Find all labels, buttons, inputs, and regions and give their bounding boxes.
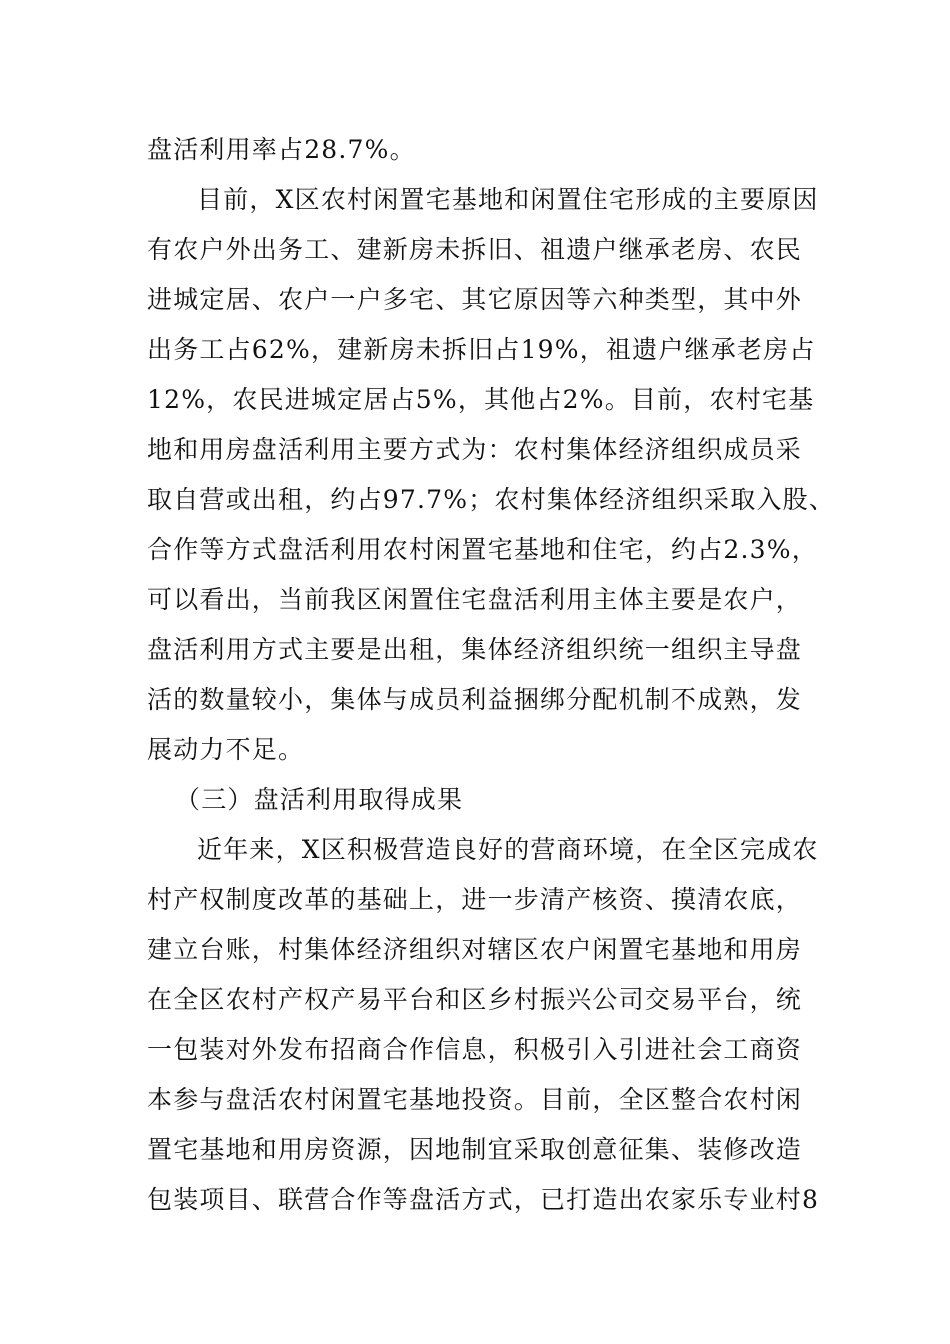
text-line: 展动力不足。 <box>147 735 305 764</box>
text-line: 本参与盘活农村闲置宅基地投资。目前，全区整合农村闲 <box>147 1085 803 1114</box>
text-line: 盘活利用率占28.7%。 <box>147 135 416 164</box>
text-line: 12%，农民进城定居占5%，其他占2%。目前，农村宅基 <box>147 385 815 414</box>
text-line: 村产权制度改革的基础上，进一步清产核资、摸清农底， <box>147 885 803 914</box>
text-line: 取自营或出租，约占97.7%；农村集体经济组织采取入股、 <box>147 485 836 514</box>
text-line: 置宅基地和用房资源，因地制宜采取创意征集、装修改造 <box>147 1135 803 1164</box>
text-line: 包装项目、联营合作等盘活方式，已打造出农家乐专业村8 <box>147 1185 820 1214</box>
text-line: 可以看出，当前我区闲置住宅盘活利用主体主要是农户， <box>147 585 803 614</box>
text-line: 建立台账，村集体经济组织对辖区农户闲置宅基地和用房 <box>147 935 803 964</box>
section-heading: （三）盘活利用取得成果 <box>175 785 464 814</box>
text-line: 出务工占62%，建新房未拆旧占19%，祖遗户继承老房占 <box>147 335 816 364</box>
text-line: 盘活利用方式主要是出租，集体经济组织统一组织主导盘 <box>147 635 803 664</box>
text-line: 地和用房盘活利用主要方式为：农村集体经济组织成员采 <box>147 435 803 464</box>
text-line: 一包装对外发布招商合作信息，积极引入引进社会工商资 <box>147 1035 803 1064</box>
text-line: 近年来，X区积极营造良好的营商环境，在全区完成农 <box>197 835 819 864</box>
text-line: 有农户外出务工、建新房未拆旧、祖遗户继承老房、农民 <box>147 235 803 264</box>
text-line: 目前，X区农村闲置宅基地和闲置住宅形成的主要原因 <box>197 185 819 214</box>
text-line: 进城定居、农户一户多宅、其它原因等六种类型，其中外 <box>147 285 803 314</box>
text-line: 在全区农村产权产易平台和区乡村振兴公司交易平台，统 <box>147 985 803 1014</box>
text-line: 活的数量较小，集体与成员利益捆绑分配机制不成熟，发 <box>147 685 803 714</box>
text-line: 合作等方式盘活利用农村闲置宅基地和住宅，约占2.3%， <box>147 535 818 564</box>
